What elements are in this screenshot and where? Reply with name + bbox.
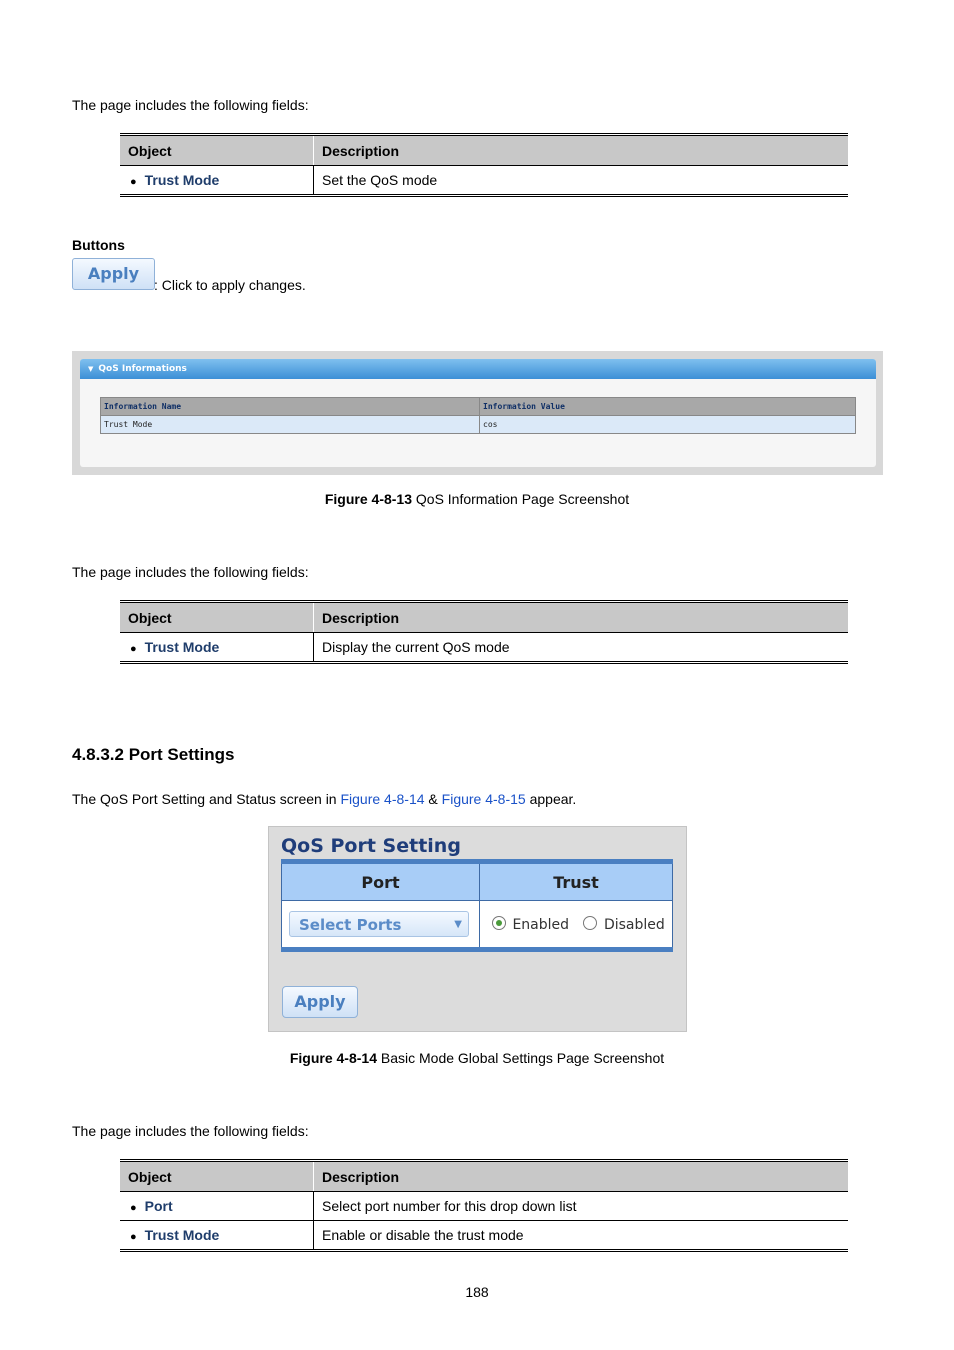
object-description: Enable or disable the trust mode bbox=[322, 1227, 524, 1243]
section-text-before: The QoS Port Setting and Status screen in bbox=[72, 791, 341, 807]
buttons-heading: Buttons bbox=[72, 237, 125, 253]
collapse-arrow-icon[interactable]: ▼ bbox=[88, 365, 94, 373]
apply-description: : Click to apply changes. bbox=[154, 277, 306, 293]
col-object: Object bbox=[120, 602, 314, 633]
col-description: Description bbox=[314, 135, 849, 166]
port-setting-screenshot bbox=[268, 826, 687, 1032]
table-row bbox=[282, 901, 673, 950]
info-name-cell: Trust Mode bbox=[101, 416, 480, 434]
enabled-radio[interactable] bbox=[492, 916, 506, 930]
intro-text-2: The page includes the following fields: bbox=[72, 564, 309, 580]
col-object: Object bbox=[120, 1161, 314, 1192]
figure-14-link[interactable]: Figure 4-8-14 bbox=[340, 791, 425, 807]
figure-13-text: QoS Information Page Screenshot bbox=[412, 491, 630, 507]
port-setting-table bbox=[281, 859, 673, 952]
bullet-icon: ● bbox=[130, 176, 137, 188]
object-name: Trust Mode bbox=[144, 1227, 220, 1243]
figure-14-text: Basic Mode Global Settings Page Screenshot bbox=[376, 1050, 665, 1066]
intro-text-1: The page includes the following fields: bbox=[72, 97, 309, 113]
info-name-header: Information Name bbox=[101, 398, 480, 416]
table-row bbox=[120, 633, 848, 663]
section-text bbox=[72, 790, 576, 808]
bullet-icon: ● bbox=[130, 1202, 137, 1214]
object-description: Display the current QoS mode bbox=[322, 639, 510, 655]
qos-info-title: QoS Informations bbox=[98, 364, 187, 374]
col-description: Description bbox=[314, 1161, 849, 1192]
select-ports-label: Select Ports bbox=[299, 916, 402, 934]
object-name: Trust Mode bbox=[144, 639, 220, 655]
port-header: Port bbox=[282, 862, 480, 901]
col-description: Description bbox=[314, 602, 849, 633]
info-value-header: Information Value bbox=[480, 398, 856, 416]
port-setting-title: QoS Port Setting bbox=[281, 835, 461, 857]
figure-14-caption bbox=[0, 1050, 954, 1066]
section-text-after: appear. bbox=[525, 791, 577, 807]
table-row bbox=[120, 166, 848, 196]
object-description: Select port number for this drop down list bbox=[314, 1192, 849, 1221]
table-row bbox=[101, 416, 856, 434]
select-ports-dropdown[interactable] bbox=[289, 911, 469, 937]
qos-info-table bbox=[100, 397, 856, 434]
qos-info-panel bbox=[80, 359, 876, 467]
figure-13-caption bbox=[0, 491, 954, 507]
apply-button[interactable]: Apply bbox=[282, 986, 358, 1018]
intro-text-3: The page includes the following fields: bbox=[72, 1123, 309, 1139]
section-heading: 4.8.3.2 Port Settings bbox=[72, 745, 235, 764]
figure-13-label: Figure 4-8-13 bbox=[324, 491, 412, 507]
fields-table-2 bbox=[120, 600, 848, 664]
fields-table-3 bbox=[120, 1159, 848, 1252]
chevron-down-icon: ▼ bbox=[454, 919, 462, 930]
disabled-radio[interactable] bbox=[583, 916, 597, 930]
qos-info-header bbox=[80, 359, 876, 379]
info-value-cell: cos bbox=[480, 416, 856, 434]
col-object: Object bbox=[120, 135, 314, 166]
table-row bbox=[120, 1221, 848, 1251]
trust-header: Trust bbox=[480, 862, 673, 901]
object-name: Port bbox=[144, 1198, 173, 1214]
page-number: 188 bbox=[465, 1284, 489, 1300]
object-description: Set the QoS mode bbox=[322, 172, 438, 188]
object-name: Trust Mode bbox=[144, 172, 220, 188]
fields-table-1 bbox=[120, 133, 848, 197]
bullet-icon: ● bbox=[130, 643, 137, 655]
figure-15-link[interactable]: Figure 4-8-15 bbox=[441, 791, 526, 807]
bullet-icon: ● bbox=[130, 1231, 137, 1243]
qos-info-screenshot bbox=[72, 351, 883, 475]
section-text-mid: & bbox=[424, 791, 442, 807]
disabled-label: Disabled bbox=[603, 916, 665, 933]
table-row bbox=[120, 1192, 848, 1221]
enabled-label: Enabled bbox=[512, 916, 570, 933]
figure-14-label: Figure 4-8-14 bbox=[289, 1050, 377, 1066]
apply-button-image[interactable]: Apply bbox=[72, 258, 155, 290]
